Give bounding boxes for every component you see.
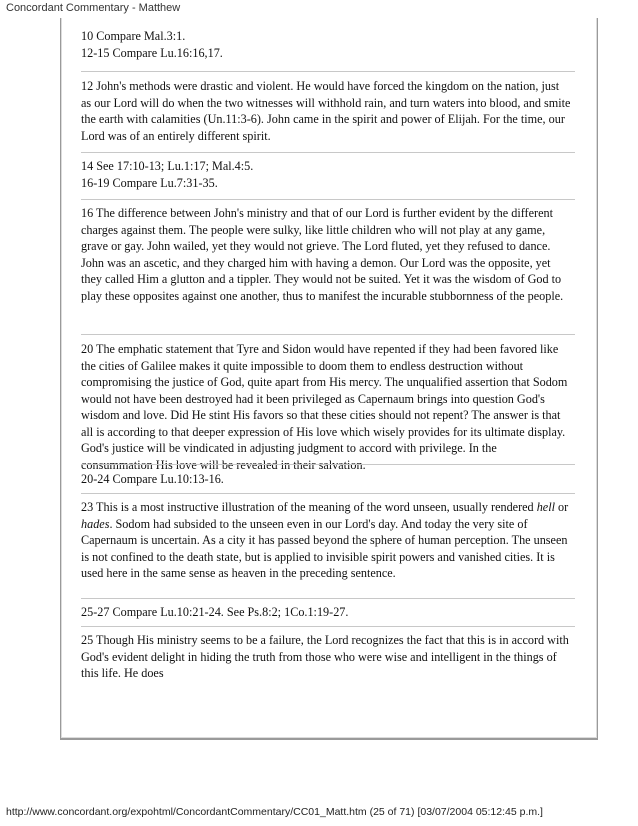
note-text <box>81 499 571 582</box>
note-mal-3-1 <box>81 28 571 61</box>
note-12 <box>81 78 571 144</box>
note-14 <box>81 158 571 191</box>
note-line: 16-19 Compare Lu.7:31-35. <box>81 175 218 190</box>
note-23 <box>81 499 571 582</box>
note-text: 25-27 Compare Lu.10:21-24. See Ps.8:2; 1Co.1:19-27. <box>81 605 349 619</box>
divider <box>81 152 575 153</box>
note-text-segment: . Sodom had subsided to the unseen even in our Lord's day. And today the very site of Capernaum is uncertain. As a city it has passed beyond the sphere of human perception. The unseen is not confined to the death state, but is applied to invisible spirit powers and vanished cities. It is used here in the same sense as heaven in the preceding sentence. <box>81 516 568 580</box>
note-text-segment: 23 This is a most instructive illustration of the meaning of the word unseen, usually rendered <box>81 500 537 514</box>
note-text: 25 Though His ministry seems to be a failure, the Lord recognizes the fact that this is in accord with God's evident delight in hiding the truth from those who were wise and intelligent in the things of this life. He does <box>81 633 569 680</box>
note-20 <box>81 341 571 473</box>
note-25-27 <box>81 604 571 621</box>
divider <box>81 464 575 465</box>
divider <box>81 493 575 494</box>
note-text: 20-24 Compare Lu.10:13-16. <box>81 472 224 486</box>
note-20-24 <box>81 471 571 488</box>
document-header: Concordant Commentary - Matthew <box>6 2 181 14</box>
term-hell: hell <box>536 500 555 514</box>
note-line: 12-15 Compare Lu.16:16,17. <box>81 45 223 60</box>
note-text-segment: or <box>554 500 569 514</box>
commentary-content <box>60 18 598 740</box>
divider <box>81 71 575 72</box>
note-25 <box>81 632 571 682</box>
divider <box>81 598 575 599</box>
note-line: 14 See 17:10-13; Lu.1:17; Mal.4:5. <box>81 159 254 173</box>
note-line: 10 Compare Mal.3:1. <box>81 29 186 43</box>
term-hades: hades <box>81 516 110 531</box>
divider <box>81 334 575 335</box>
divider <box>81 199 575 200</box>
note-text: 16 The difference between John's ministry and that of our Lord is further evident by the different charges against them. The people were sulky, like little children who will not play at any game, grave or gay. John wailed, yet they would not grieve. The Lord fluted, yet they refused to dance. John was an ascetic, and they charged him with having a demon. Our Lord was the opposite, yet they called Him a glutton and a tippler. They would not be suited. Yet it was the wisdom of God to play these opposites against one another, thus to manifest the incurable stubbornness of the people. <box>81 206 564 303</box>
note-text: 12 John's methods were drastic and violent. He would have forced the kingdom on the nation, just as our Lord will do when the two witnesses will withhold rain, and turn waters into blood, and smite the earth with calamities (Un.11:3-6). John came in the spirit and power of Elijah. For the time, our Lord was of an entirely different spirit. <box>81 79 571 143</box>
note-text: 20 The emphatic statement that Tyre and Sidon would have repented if they had been favored like the cities of Galilee makes it quite impossible to doom them to endless destruction without compromising the justice of God, quite apart from His mercy. The unqualified assertion that Sodom would not have been destroyed had it been privileged as Capernaum brings into question God's wisdom and love. Did He stint His favors so that these cities should not repent? The answer is that all is according to that deeper expression of His love which wisely provides for its ultimate display. God's justice will be vindicated in adjusting judgment to accord with privilege. In the consummation His love will be revealed in their salvation. <box>81 342 568 472</box>
note-16 <box>81 205 571 304</box>
divider <box>81 626 575 627</box>
document-footer: http://www.concordant.org/expohtml/ConcordantCommentary/CC01_Matt.htm (25 of 71) [03/07/2004 05:12:45 p.m.] <box>6 806 543 818</box>
